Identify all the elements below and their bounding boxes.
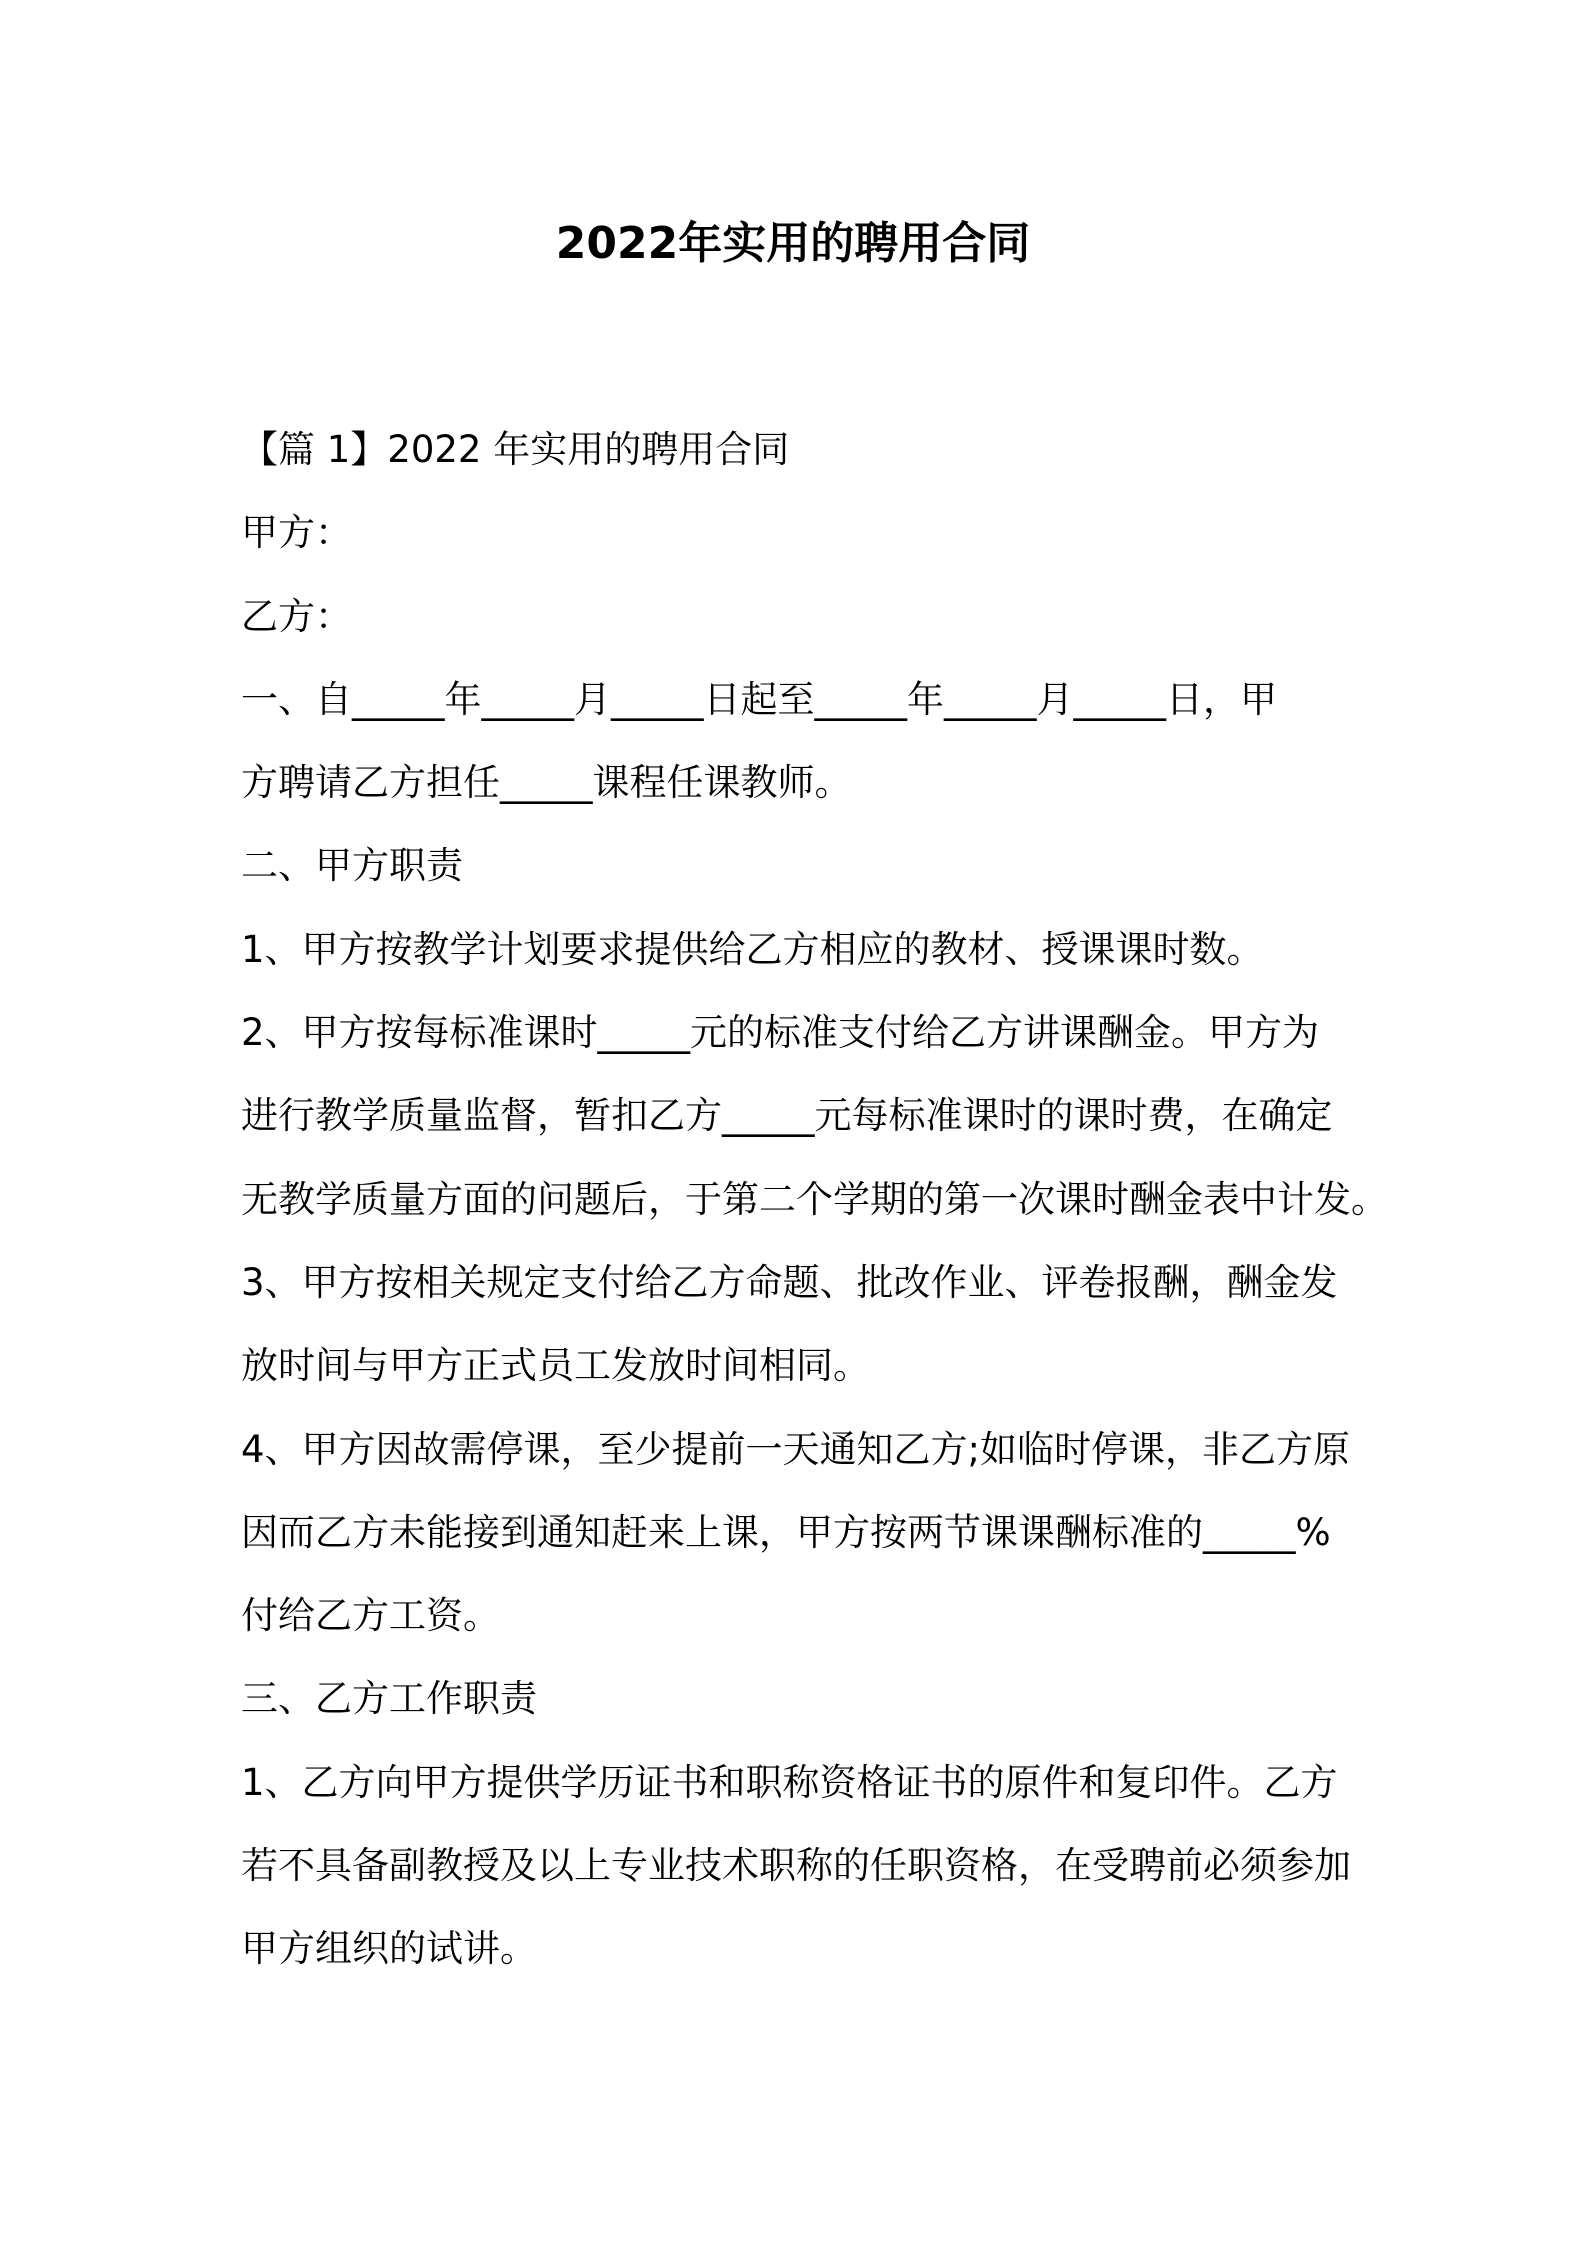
paragraph-line: 4、甲方因故需停课，至少提前一天通知乙方;如临时停课，非乙方原 — [241, 1427, 1351, 1471]
document-title: 2022年实用的聘用合同 — [555, 218, 1031, 269]
clause-heading: 三、乙方工作职责 — [241, 1677, 537, 1721]
paragraph-line: 甲方组织的试讲。 — [241, 1927, 537, 1971]
party-b-line: 乙方： — [241, 594, 352, 638]
paragraph-line: 1、甲方按教学计划要求提供给乙方相应的教材、授课课时数。 — [241, 927, 1264, 971]
paragraph-line: 进行教学质量监督，暂扣乙方_____元每标准课时的课时费，在确定 — [241, 1094, 1333, 1138]
document-body — [241, 408, 1388, 1991]
paragraph-line: 无教学质量方面的问题后，于第二个学期的第一次课时酬金表中计发。 — [241, 1177, 1388, 1221]
party-a-line: 甲方： — [241, 511, 352, 555]
paragraph-line: 因而乙方未能接到通知赶来上课，甲方按两节课课酬标准的_____% — [241, 1510, 1331, 1554]
paragraph-line: 1、乙方向甲方提供学历证书和职称资格证书的原件和复印件。乙方 — [241, 1760, 1338, 1804]
paragraph-line: 方聘请乙方担任_____课程任课教师。 — [241, 761, 852, 805]
paragraph-line: 放时间与甲方正式员工发放时间相同。 — [241, 1344, 870, 1388]
paragraph-line: 付给乙方工资。 — [241, 1594, 500, 1638]
clause-heading: 二、甲方职责 — [241, 844, 463, 888]
paragraph-line: 3、甲方按相关规定支付给乙方命题、批改作业、评卷报酬，酬金发 — [241, 1260, 1338, 1304]
paragraph-line: 一、自_____年_____月_____日起至_____年_____月_____日，甲 — [241, 677, 1277, 721]
section-heading: 【篇 1】2022 年实用的聘用合同 — [241, 428, 790, 471]
paragraph-line: 2、甲方按每标准课时_____元的标准支付给乙方讲课酬金。甲方为 — [241, 1011, 1320, 1055]
paragraph-line: 若不具备副教授及以上专业技术职称的任职资格，在受聘前必须参加 — [241, 1844, 1351, 1888]
